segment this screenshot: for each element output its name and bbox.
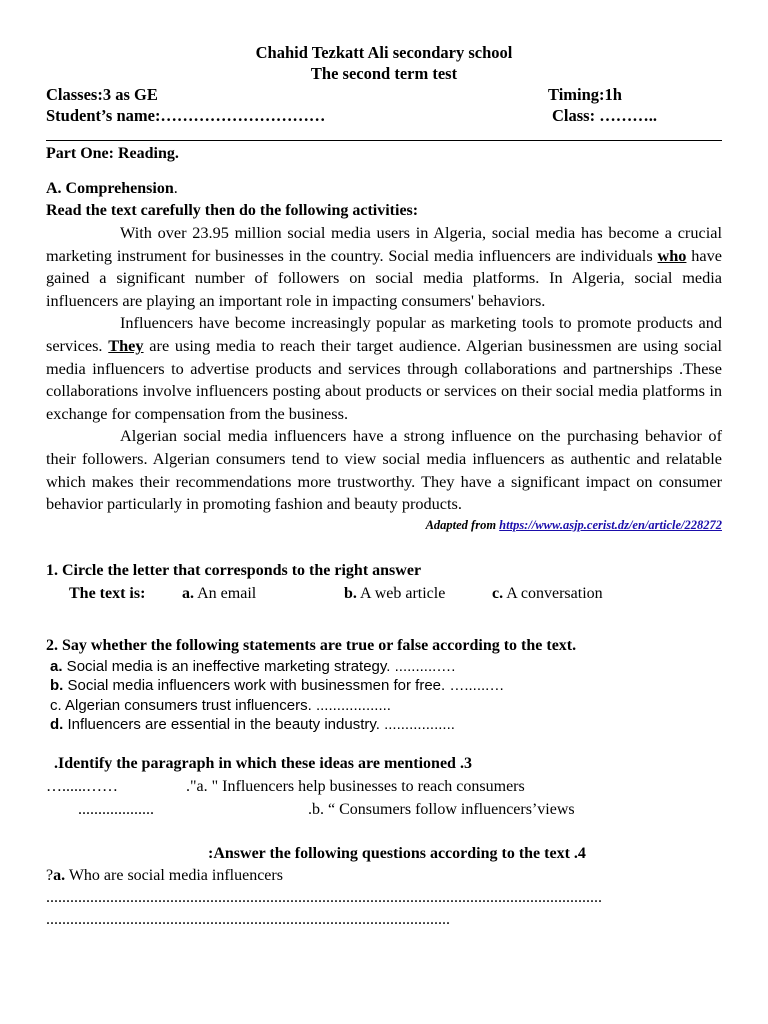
question-4-title: :Answer the following questions according to the text .4 <box>208 844 586 862</box>
source-citation <box>46 516 722 534</box>
p1-underlined-word: who <box>657 245 687 265</box>
option-a[interactable] <box>182 582 344 605</box>
statement-d-letter: d. <box>50 716 64 734</box>
paragraph-2 <box>46 312 722 425</box>
answer-line-1[interactable]: ........................................................................................................................................... <box>46 888 602 906</box>
student-name-field[interactable]: Student’s name:………………………… <box>46 106 326 125</box>
header-row-1 <box>46 84 722 105</box>
statement-b[interactable] <box>46 676 722 696</box>
question-4-item-a <box>46 865 722 887</box>
option-a-letter: a. <box>182 584 194 602</box>
statement-a-letter: a. <box>50 657 63 675</box>
question-4-letter: a. <box>53 866 66 884</box>
statement-d[interactable] <box>46 715 722 735</box>
question-1-title: 1. Circle the letter that corresponds to the right answer <box>46 561 422 579</box>
reading-instruction: Read the text carefully then do the following activities: <box>46 202 419 219</box>
p2-text-a: Influencers have become increasingly popular as marketing tools to promote products and services. <box>46 313 722 355</box>
paragraph-1 <box>46 222 722 312</box>
comprehension-heading <box>46 178 722 200</box>
statement-b-letter: b. <box>50 677 64 695</box>
question-1-options <box>46 582 722 605</box>
question-3-item-b <box>46 798 722 821</box>
option-c-letter: c. <box>492 584 504 602</box>
question-3-answer-b[interactable]: ................... <box>78 800 154 818</box>
question-1-stem: The text is: <box>69 584 146 602</box>
classes-label: Classes:3 as GE <box>46 85 158 104</box>
option-b[interactable] <box>344 582 492 605</box>
question-3-title: .Identify the paragraph in which these ideas are mentioned .3 <box>54 754 472 772</box>
option-b-letter: b. <box>344 584 357 602</box>
statement-d-text: Influencers are essential in the beauty industry. ................. <box>63 716 455 734</box>
p2-text-b: are using media to reach their target audience. Algerian businessmen are using social media influencers to advertise products and services through collaborations and partnerships .These collaborations involve influencers posting about products or services on their social media platforms in exchange for compensation from the business. <box>46 335 723 423</box>
header-row-2 <box>46 105 722 126</box>
source-prefix: Adapted from <box>425 517 500 532</box>
question-3-idea-a: ."a. " Influencers help businesses to reach consumers <box>186 777 525 795</box>
p1-text-a: With over 23.95 million social media users in Algeria, social media has become a crucial marketing instrument for businesses in the country. Social media influencers are individuals <box>46 223 722 265</box>
header-divider <box>46 140 722 141</box>
school-name: Chahid Tezkatt Ali secondary school <box>255 43 513 62</box>
question-4-text: Who are social media influencers <box>65 866 283 884</box>
statement-b-text: Social media influencers work with businessmen for free. …......… <box>63 677 505 695</box>
statement-c[interactable]: c. Algerian consumers trust influencers. .................. <box>50 696 391 714</box>
exam-page <box>46 42 722 931</box>
option-c-text: A conversation <box>503 584 603 602</box>
part-one-heading: Part One: Reading. <box>46 145 179 162</box>
question-3-idea-b: .b. “ Consumers follow influencers’views <box>308 800 575 818</box>
statement-a[interactable] <box>46 657 722 677</box>
class-field[interactable]: Class: ……….. <box>552 106 657 125</box>
option-b-text: A web article <box>356 584 446 602</box>
paragraph-3: Algerian social media influencers have a strong influence on the purchasing behavior of their followers. Algerian consumers tend to view social media influencers as authentic and relatable which makes their recommendations more trustworthy. They have a significant impact on consumer behavior particularly in promoting fashion and beauty products. <box>46 426 722 514</box>
question-2-title: 2. Say whether the following statements are true or false according to the text. <box>46 636 577 654</box>
question-3-answer-a[interactable]: …......…… <box>46 777 118 795</box>
question-4-mark: ? <box>46 866 54 884</box>
answer-line-2[interactable]: ..................................................................................................... <box>46 910 450 928</box>
statement-a-text: Social media is an ineffective marketing strategy. ..........…. <box>62 657 456 675</box>
comprehension-dot: . <box>173 180 178 197</box>
timing-label: Timing:1h <box>548 85 622 104</box>
comprehension-label: A. Comprehension <box>46 180 174 197</box>
option-c[interactable] <box>492 582 603 605</box>
p1-text-b: have gained a significant number of followers on social media platforms. In Algeria, social media influencers are playing an important role in impacting consumers' behaviors. <box>46 245 723 310</box>
option-a-text: An email <box>194 584 257 602</box>
source-link[interactable]: https://www.asjp.cerist.dz/en/article/228272 <box>499 517 722 532</box>
p2-underlined-word: They <box>108 335 144 355</box>
test-title: The second term test <box>310 64 458 83</box>
question-3-item-a <box>46 775 722 798</box>
